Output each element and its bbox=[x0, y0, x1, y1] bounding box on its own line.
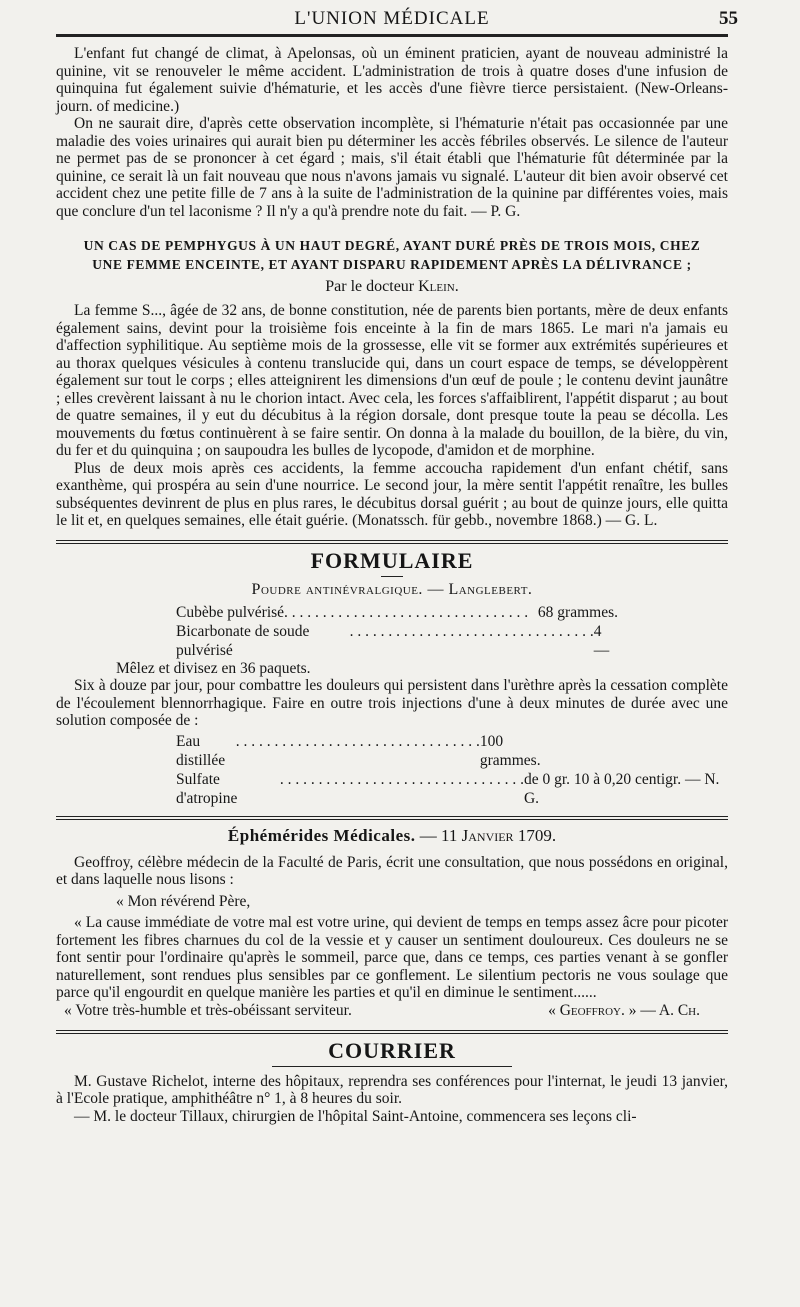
ephemerides-date: — 11 Janvier 1709. bbox=[419, 825, 557, 845]
article-section bbox=[56, 236, 728, 530]
ephemerides-paragraph: Geoffroy, célèbre médecin de la Faculté de Paris, écrit une consultation, que nous possédons en original, et dans laquelle nous lisons : bbox=[56, 853, 728, 888]
letter-closing-row bbox=[56, 1002, 728, 1020]
title-underline bbox=[272, 1066, 512, 1067]
section-divider bbox=[56, 1030, 728, 1034]
article-paragraph-1: La femme S..., âgée de 32 ans, de bonne constitution, née de parents bien portants, mère de deux enfants également sains, devint pour la troisième fois enceinte à la fin de mars 1865. Le mari n'a jamais eu d'affection syphilitique. Au septième mois de la grossesse, elle vit se former aux extrémités supérieures et au thorax quelques vésicules à contenu translucide qui, dans un court espace de temps, se développèrent également sur tout le corps ; elles atteignirent les dimensions d'un œuf de poule ; le contenu devint jaunâtre ; elles crevèrent laissant à nu le chorion intact. Avec cela, les forces s'affaiblirent, l'appétit disparut ; au bout de quatre semaines, il y eut du décubitus à la région dorsale, dont presque toute la peau se décolla. Les mouvements du fœtus continuèrent à se faire sentir. On donna à la malade du bouillon, de la bière, du vin, du fer et du quinquina ; on saupoudra les bulles de lycopode, d'amidon et de morphine. bbox=[56, 302, 728, 459]
leader-dots: . . . . . . . . . . . . . . . . . . . . . . . . . . . . . . . . bbox=[279, 770, 524, 788]
courrier-section bbox=[56, 1038, 728, 1126]
letter-signature: « Geoffroy. » — A. Ch. bbox=[548, 1001, 700, 1019]
page-number: 55 bbox=[719, 8, 738, 29]
solution-row bbox=[176, 770, 728, 808]
solution-amount: de 0 gr. 10 à 0,20 centigr. — N. G. bbox=[523, 770, 720, 807]
ingredient-name: Bicarbonate de soude pulvérisé bbox=[176, 622, 310, 659]
intro-paragraph-2: On ne saurait dire, d'après cette observation incomplète, si l'hématurie n'était pas occasionnée par une maladie des voies urinaires qui aurait bien pu déterminer les accès fébriles observés. Le silence de l'auteur ne permet pas de se prononcer à cet égard ; mais, s'il était établi que l'hématurie fût déterminée par la quinine, ce serait là un fait nouveau que nous n'avons jamais vu signalé. L'auteur dit bien avoir observé cet accident chez une petite fille de 7 ans à la suite de l'administration de la quinine par différentes voies, mais que conclure d'un tel laconisme ? Il n'y a qu'à prendre note du fait. — P. G. bbox=[56, 115, 728, 220]
ephemerides-section bbox=[56, 826, 728, 1020]
recipe-author: — Langlebert. bbox=[427, 580, 533, 598]
intro-section bbox=[56, 45, 728, 220]
letter-body: « La cause immédiate de votre mal est votre urine, qui devient de temps en temps assez âcre pour picoter fortement les fibres charnues du col de la vessie et y causer un sentiment douloureux. Ces douleurs ne se font sentir pour l'ordinaire qu'après le sommeil, parce que, dans ce temps, ces parties venant à se gonfler naturellement, sont rendues plus sensibles par ce gonflement. Le silentium pectoris ne vous soulage que parce qu'il engourdit en quelque manière les parties et qu'il en diminue le sentiment...... bbox=[56, 914, 728, 1001]
solution-name: Sulfate d'atropine bbox=[176, 770, 238, 807]
ingredient-amount: 4 — bbox=[593, 622, 610, 659]
section-divider bbox=[56, 816, 728, 820]
ingredient-list bbox=[56, 603, 728, 660]
ingredient-name: Cubèbe pulvérisé bbox=[176, 603, 285, 621]
ingredient-amount: 68 grammes. bbox=[537, 603, 618, 621]
letter-salutation: « Mon révérend Père, bbox=[116, 892, 251, 910]
solution-row bbox=[176, 732, 728, 770]
leader-dots: . . . . . . . . . . . . . . . . . . . . . . . . . . . . . . . . bbox=[349, 622, 594, 640]
leader-dots: . . . . . . . . . . . . . . . . . . . . . . . . . . . . . . . . bbox=[235, 732, 480, 750]
article-title-line-1: UN CAS DE PEMPHYGUS À UN HAUT DEGRÉ, AYANT DURÉ PRÈS DE TROIS MOIS, CHEZ bbox=[83, 238, 701, 253]
usage-instructions: Six à douze par jour, pour combattre les douleurs qui persistent dans l'urèthre après la cessation complète de l'écoulement blennorrhagique. Faire en outre trois injections d'une à deux minutes de durée avec une solution composée de : bbox=[56, 677, 728, 729]
article-paragraph-2: Plus de deux mois après ces accidents, la femme accoucha rapidement d'un enfant chétif, sans exanthème, qui prospéra au sein d'une nourrice. Le second jour, la mère sentit l'appétit renaître, les bulles subséquentes devinrent de plus en plus rares, le décubitus dorsal guérit ; au bout de quinze jours, elle quitta le lit et, en quelques semaines, elle était guérie. (Monatssch. für gebb., novembre 1868.) — G. L. bbox=[56, 459, 728, 529]
formulaire-section bbox=[56, 548, 728, 808]
ingredient-row bbox=[176, 603, 618, 622]
ephemerides-heading: Éphémérides Médicales. bbox=[227, 825, 416, 845]
mix-instruction: Mêlez et divisez en 36 paquets. bbox=[116, 659, 311, 677]
ingredient-row bbox=[176, 622, 618, 660]
courrier-title: COURRIER bbox=[328, 1037, 456, 1063]
leader-dots: . . . . . . . . . . . . . . . . . . . . . . . . . . . . . . . . bbox=[284, 603, 529, 621]
solution-list bbox=[56, 732, 728, 808]
courrier-paragraph-1: M. Gustave Richelot, interne des hôpitaux, reprendra ses conférences pour l'internat, le jeudi 13 janvier, à l'Ecole pratique, amphithéâtre n° 1, à 8 heures du soir. bbox=[56, 1072, 728, 1107]
recipe-name: Poudre antinévralgique. bbox=[251, 580, 423, 598]
ephemerides-title bbox=[56, 826, 728, 846]
courrier-paragraph-2: — M. le docteur Tillaux, chirurgien de l'hôpital Saint-Antoine, commencera ses leçons cli- bbox=[74, 1107, 637, 1125]
letter-closing: « Votre très-humble et très-obéissant serviteur. bbox=[64, 1001, 352, 1019]
author-name: Klein. bbox=[418, 278, 459, 295]
intro-paragraph-1: L'enfant fut changé de climat, à Apelonsas, où un éminent praticien, ayant de nouveau administré la quinine, vit se renouveler le même accident. L'administration de trois à quatre doses d'une infusion de quinquina fut également suivie d'hématurie, et les accès d'une fièvre tierce persistaient. (New-Orleans-journ. of medicine.) bbox=[56, 45, 728, 115]
author-prefix: Par le docteur bbox=[325, 278, 415, 295]
article-title-line-2: UNE FEMME ENCEINTE, ET AYANT DISPARU RAPIDEMENT APRÈS LA DÉLIVRANCE ; bbox=[92, 257, 692, 272]
solution-name: Eau distillée bbox=[176, 732, 226, 769]
article-author bbox=[56, 278, 728, 296]
journal-title: L'UNION MÉDICALE bbox=[294, 8, 490, 29]
solution-amount: 100 grammes. bbox=[479, 732, 541, 769]
title-dash bbox=[381, 576, 403, 577]
recipe-title bbox=[56, 581, 728, 599]
page-header bbox=[56, 4, 738, 34]
section-divider bbox=[56, 540, 728, 544]
formulaire-title: FORMULAIRE bbox=[310, 547, 474, 573]
